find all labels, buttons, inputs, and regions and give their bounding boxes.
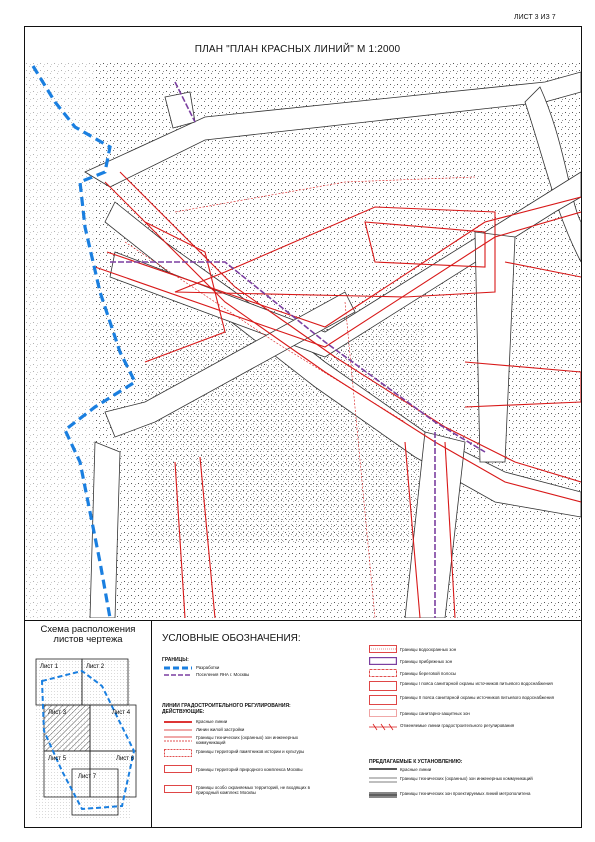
legend-item-proposed-technical-zones: Границы технических (охранных) зон инженерных коммуникаций [400, 776, 533, 781]
legend-item-sanitary-2: Границы II пояса санитарной охраны источников питьевого водоснабжения [400, 695, 555, 700]
legend-divider [151, 621, 152, 828]
legend-item-coastal: Границы прибрежных зон [400, 659, 453, 664]
swatch-cancelled-lines [369, 723, 397, 731]
swatch-monuments [164, 749, 192, 757]
scheme-sheet-1-label: Лист 1 [40, 664, 59, 670]
scheme-sheet-6-label: Лист 6 [116, 756, 135, 762]
sheet-layout-scheme [32, 651, 144, 821]
page-title: ПЛАН "ПЛАН КРАСНЫХ ЛИНИЙ" М 1:2000 [194, 44, 401, 55]
red-lines-map [25, 62, 581, 618]
scheme-sheet-5-label: Лист 5 [48, 756, 67, 762]
swatch-technical-zones [164, 735, 192, 743]
legend-panel [24, 620, 582, 828]
scheme-title: Схема расположения листов чертежа [40, 624, 136, 645]
swatch-natural-complex [164, 765, 192, 773]
legend-item-red-lines: Красные линии [196, 719, 228, 724]
scheme-sheet-4-label: Лист 4 [112, 710, 131, 716]
legend-item-natural-complex: Границы территорий природного комплекса Москвы [196, 767, 303, 772]
legend-item-sanitary-protection: Границы санитарно-защитных зон [400, 711, 470, 716]
legend-item-cancelled-lines: Отменяемые линии градостроительного регулирования [400, 723, 515, 728]
legend-item-monuments: Границы территорий памятников истории и культуры [196, 749, 305, 754]
boundaries-heading: ГРАНИЦЫ: [162, 657, 189, 663]
swatch-sanitary-1 [369, 681, 397, 691]
legend-item-proposed-red-lines: Красные линии [400, 767, 432, 772]
scheme-sheet-7-label: Лист 7 [78, 774, 97, 780]
legend-item-residential: Линии жилой застройки [196, 727, 245, 732]
legend-title: УСЛОВНЫЕ ОБОЗНАЧЕНИЯ: [162, 633, 301, 644]
swatch-proposed-red-lines [369, 766, 397, 772]
proposed-heading: ПРЕДЛАГАЕМЫЕ К УСТАНОВЛЕНИЮ: [369, 759, 463, 765]
sheet-number: ЛИСТ 3 ИЗ 7 [514, 14, 556, 21]
swatch-protected-areas [164, 785, 192, 793]
swatch-metro-zones [369, 791, 397, 799]
legend-item-protected-areas: Границы особо охраняемых территорий, не входящих в природный комплекс Москвы [196, 785, 310, 795]
legend-item-development: Разработки [196, 665, 220, 670]
swatch-shore-strip [369, 669, 397, 677]
swatch-coastal [369, 657, 397, 665]
swatch-red-lines [164, 719, 192, 725]
legend-item-settlement: Поселения ЯНА г. Москвы [196, 672, 250, 677]
swatch-development-boundary [164, 665, 192, 671]
legend-item-sanitary-1: Границы I пояса санитарной охраны источников питьевого водоснабжения [400, 681, 553, 686]
swatch-water-protection [369, 645, 397, 653]
swatch-settlement-boundary [164, 672, 192, 678]
scheme-sheet-3-label: Лист 3 [48, 710, 67, 716]
legend-item-technical-zones: Границы технических (охранных) зон инженерных коммуникаций [196, 735, 299, 745]
swatch-sanitary-protection [369, 709, 397, 717]
swatch-proposed-technical-zones [369, 776, 397, 784]
legend-item-shore-strip: Границы береговой полосы [400, 671, 457, 676]
swatch-sanitary-2 [369, 695, 397, 705]
regulation-heading: ЛИНИИ ГРАДОСТРОИТЕЛЬНОГО РЕГУЛИРОВАНИЯ: ДЕЙСТВУЮЩИЕ: [162, 703, 291, 715]
swatch-residential-lines [164, 727, 192, 733]
scheme-sheet-2-label: Лист 2 [86, 664, 105, 670]
legend-item-water-protection: Границы водоохранных зон [400, 647, 457, 652]
legend-item-metro-zones: Границы технических зон проектируемых линий метрополитена [400, 791, 531, 796]
